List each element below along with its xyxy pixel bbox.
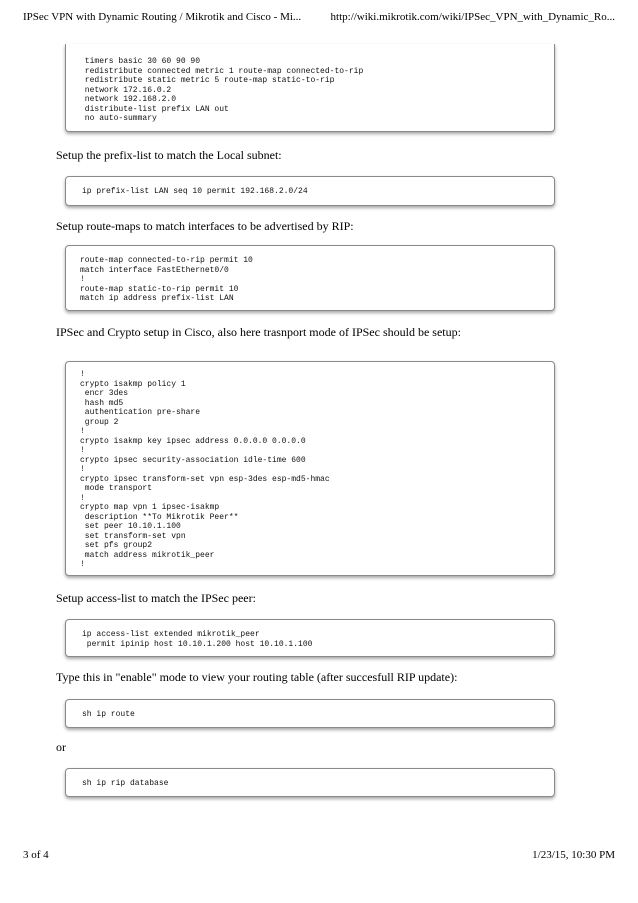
code-block-access-list (65, 619, 555, 657)
paragraph-access-list: Setup access-list to match the IPSec peer: (56, 591, 256, 605)
code-block-show-route (65, 699, 555, 728)
paragraph-crypto-setup: IPSec and Crypto setup in Cisco, also here trasnport mode of IPSec should be setup: (56, 325, 461, 339)
code-block-route-maps (65, 245, 555, 311)
page-title-header: IPSec VPN with Dynamic Routing / Mikrotik and Cisco - Mi... (23, 11, 302, 23)
code-crypto-text: ! crypto isakmp policy 1 encr 3des hash md5 authentication pre-share group 2 ! crypto isakmp key ipsec address 0.0.0.0 0.0.0.0 ! crypto ipsec security-association idle-time 600 ! crypto ipsec transform-set vpn esp-3des esp-md5-hmac mode transport ! crypto map vpn 1 ipsec-isakmp description **To Mikrotik Peer** set peer 10.10.1.100 set transform-set vpn set pfs group2 match address mikrotik_peer ! (80, 370, 330, 569)
code-routemap-text: route-map connected-to-rip permit 10 match interface FastEthernet0/0 ! route-map static-to-rip permit 10 match ip address prefix-list LAN (80, 256, 253, 303)
paragraph-enable-mode: Type this in "enable" mode to view your routing table (after succesfull RIP update): (56, 670, 458, 684)
page-number: 3 of 4 (23, 849, 49, 861)
code-acl-text: ip access-list extended mikrotik_peer permit ipinip host 10.10.1.200 host 10.10.1.100 (82, 630, 313, 649)
code-prefix-text: ip prefix-list LAN seq 10 permit 192.168.2.0/24 (82, 187, 308, 196)
page-url-header: http://wiki.mikrotik.com/wiki/IPSec_VPN_with_Dynamic_Ro... (330, 11, 615, 23)
code-show-rip-text: sh ip rip database (82, 779, 169, 788)
paragraph-prefix-list: Setup the prefix-list to match the Local subnet: (56, 148, 282, 162)
code-block-crypto (65, 361, 555, 576)
code-block-show-rip (65, 768, 555, 797)
code-show-route-text: sh ip route (82, 710, 135, 719)
print-timestamp: 1/23/15, 10:30 PM (532, 849, 615, 861)
paragraph-or: or (56, 740, 66, 754)
paragraph-route-maps: Setup route-maps to match interfaces to be advertised by RIP: (56, 219, 354, 233)
code-block-rip (65, 44, 555, 132)
code-block-prefix-list (65, 176, 555, 206)
code-rip-text: timers basic 30 60 90 90 redistribute connected metric 1 route-map connected-to-rip redistribute static metric 5 route-map static-to-rip network 172.16.0.2 network 192.168.2.0 distribute-list prefix LAN out no auto-summary (84, 57, 364, 123)
